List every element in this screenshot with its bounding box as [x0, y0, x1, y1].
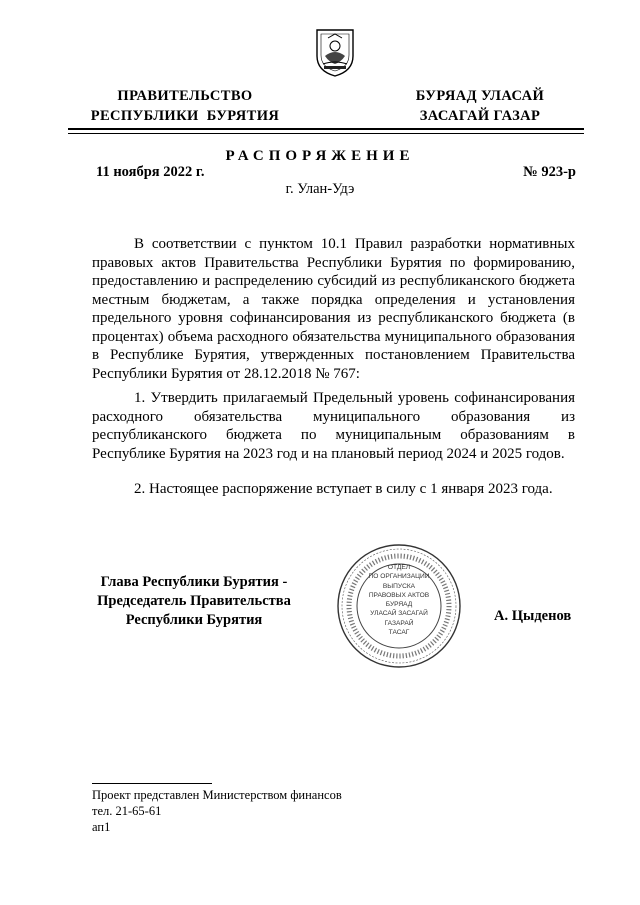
official-seal-stamp [336, 543, 462, 669]
seal-line: ТАСАГ [388, 629, 410, 637]
header-left-line2: РЕСПУБЛИКИ БУРЯТИЯ [90, 108, 280, 124]
seal-line: ВЫПУСКА [382, 582, 416, 590]
signatory-position [82, 573, 306, 630]
header-rule-thin [68, 133, 584, 134]
signatory-position-line1: Глава Республики Бурятия - [100, 574, 288, 590]
document-number: № 923-р [523, 164, 576, 180]
header-left [90, 86, 280, 126]
header-right-line2: ЗАСАГАЙ ГАЗАР [419, 108, 541, 124]
signatory-name: А. Цыденов [494, 608, 572, 624]
signatory-position-line3: Республики Бурятия [125, 612, 263, 628]
seal-line: БУРЯАД [385, 601, 413, 609]
header-left-line1: ПРАВИТЕЛЬСТВО [117, 88, 253, 104]
footer-rule [92, 783, 212, 784]
footer-line1: Проект представлен Министерством финансов [92, 788, 342, 802]
header-right [398, 86, 562, 126]
seal-line: ОТДЕЛ [387, 564, 411, 571]
footer-line3: ап1 [92, 820, 111, 834]
header-rule-thick [68, 128, 584, 130]
signatory-position-line2: Председатель Правительства [97, 593, 291, 609]
coat-of-arms-emblem [314, 26, 356, 78]
document-city: г. Улан-Удэ [285, 181, 355, 197]
item-1-paragraph: 1. Утвердить прилагаемый Предельный уровень софинансирования расходного обязательства муниципального образования из республиканского бюджета по муниципальным образованиям в Республике Бурятия на 2023 год и на плановый период 2024 и 2025 годов. [92, 390, 575, 462]
document-type-title: РАСПОРЯЖЕНИЕ [225, 148, 415, 164]
document-date: 11 ноября 2022 г. [96, 164, 205, 180]
seal-line: ПРАВОВЫХ АКТОВ [368, 591, 430, 599]
header-right-line1: БУРЯАД УЛАСАЙ [415, 88, 545, 104]
seal-line: УЛАСАЙ ЗАСАГАЙ [370, 610, 428, 618]
preamble-paragraph: В соответствии с пунктом 10.1 Правил разработки нормативных правовых актов Правительства Республики Бурятия по формированию, предоставлению и распределению субсидий из республиканского бюджета местным бюджетам, а также порядка определения и установления предельного уровня софинансирования из республиканского бюджета (в процентах) объема расходного обязательства муниципального образования в Республике Бурятия, утвержденных постановлением Правительства Республики Бурятия от 28.12.2018 № 767: [92, 236, 575, 382]
seal-center-text [362, 563, 436, 637]
item-2-paragraph: 2. Настоящее распоряжение вступает в силу с 1 января 2023 года. [134, 481, 553, 497]
footer-notes [92, 787, 452, 835]
footer-line2: тел. 21-65-61 [92, 804, 162, 818]
seal-line: ГАЗАРАЙ [384, 619, 414, 627]
seal-line: ПО ОРГАНИЗАЦИИ [368, 573, 430, 581]
